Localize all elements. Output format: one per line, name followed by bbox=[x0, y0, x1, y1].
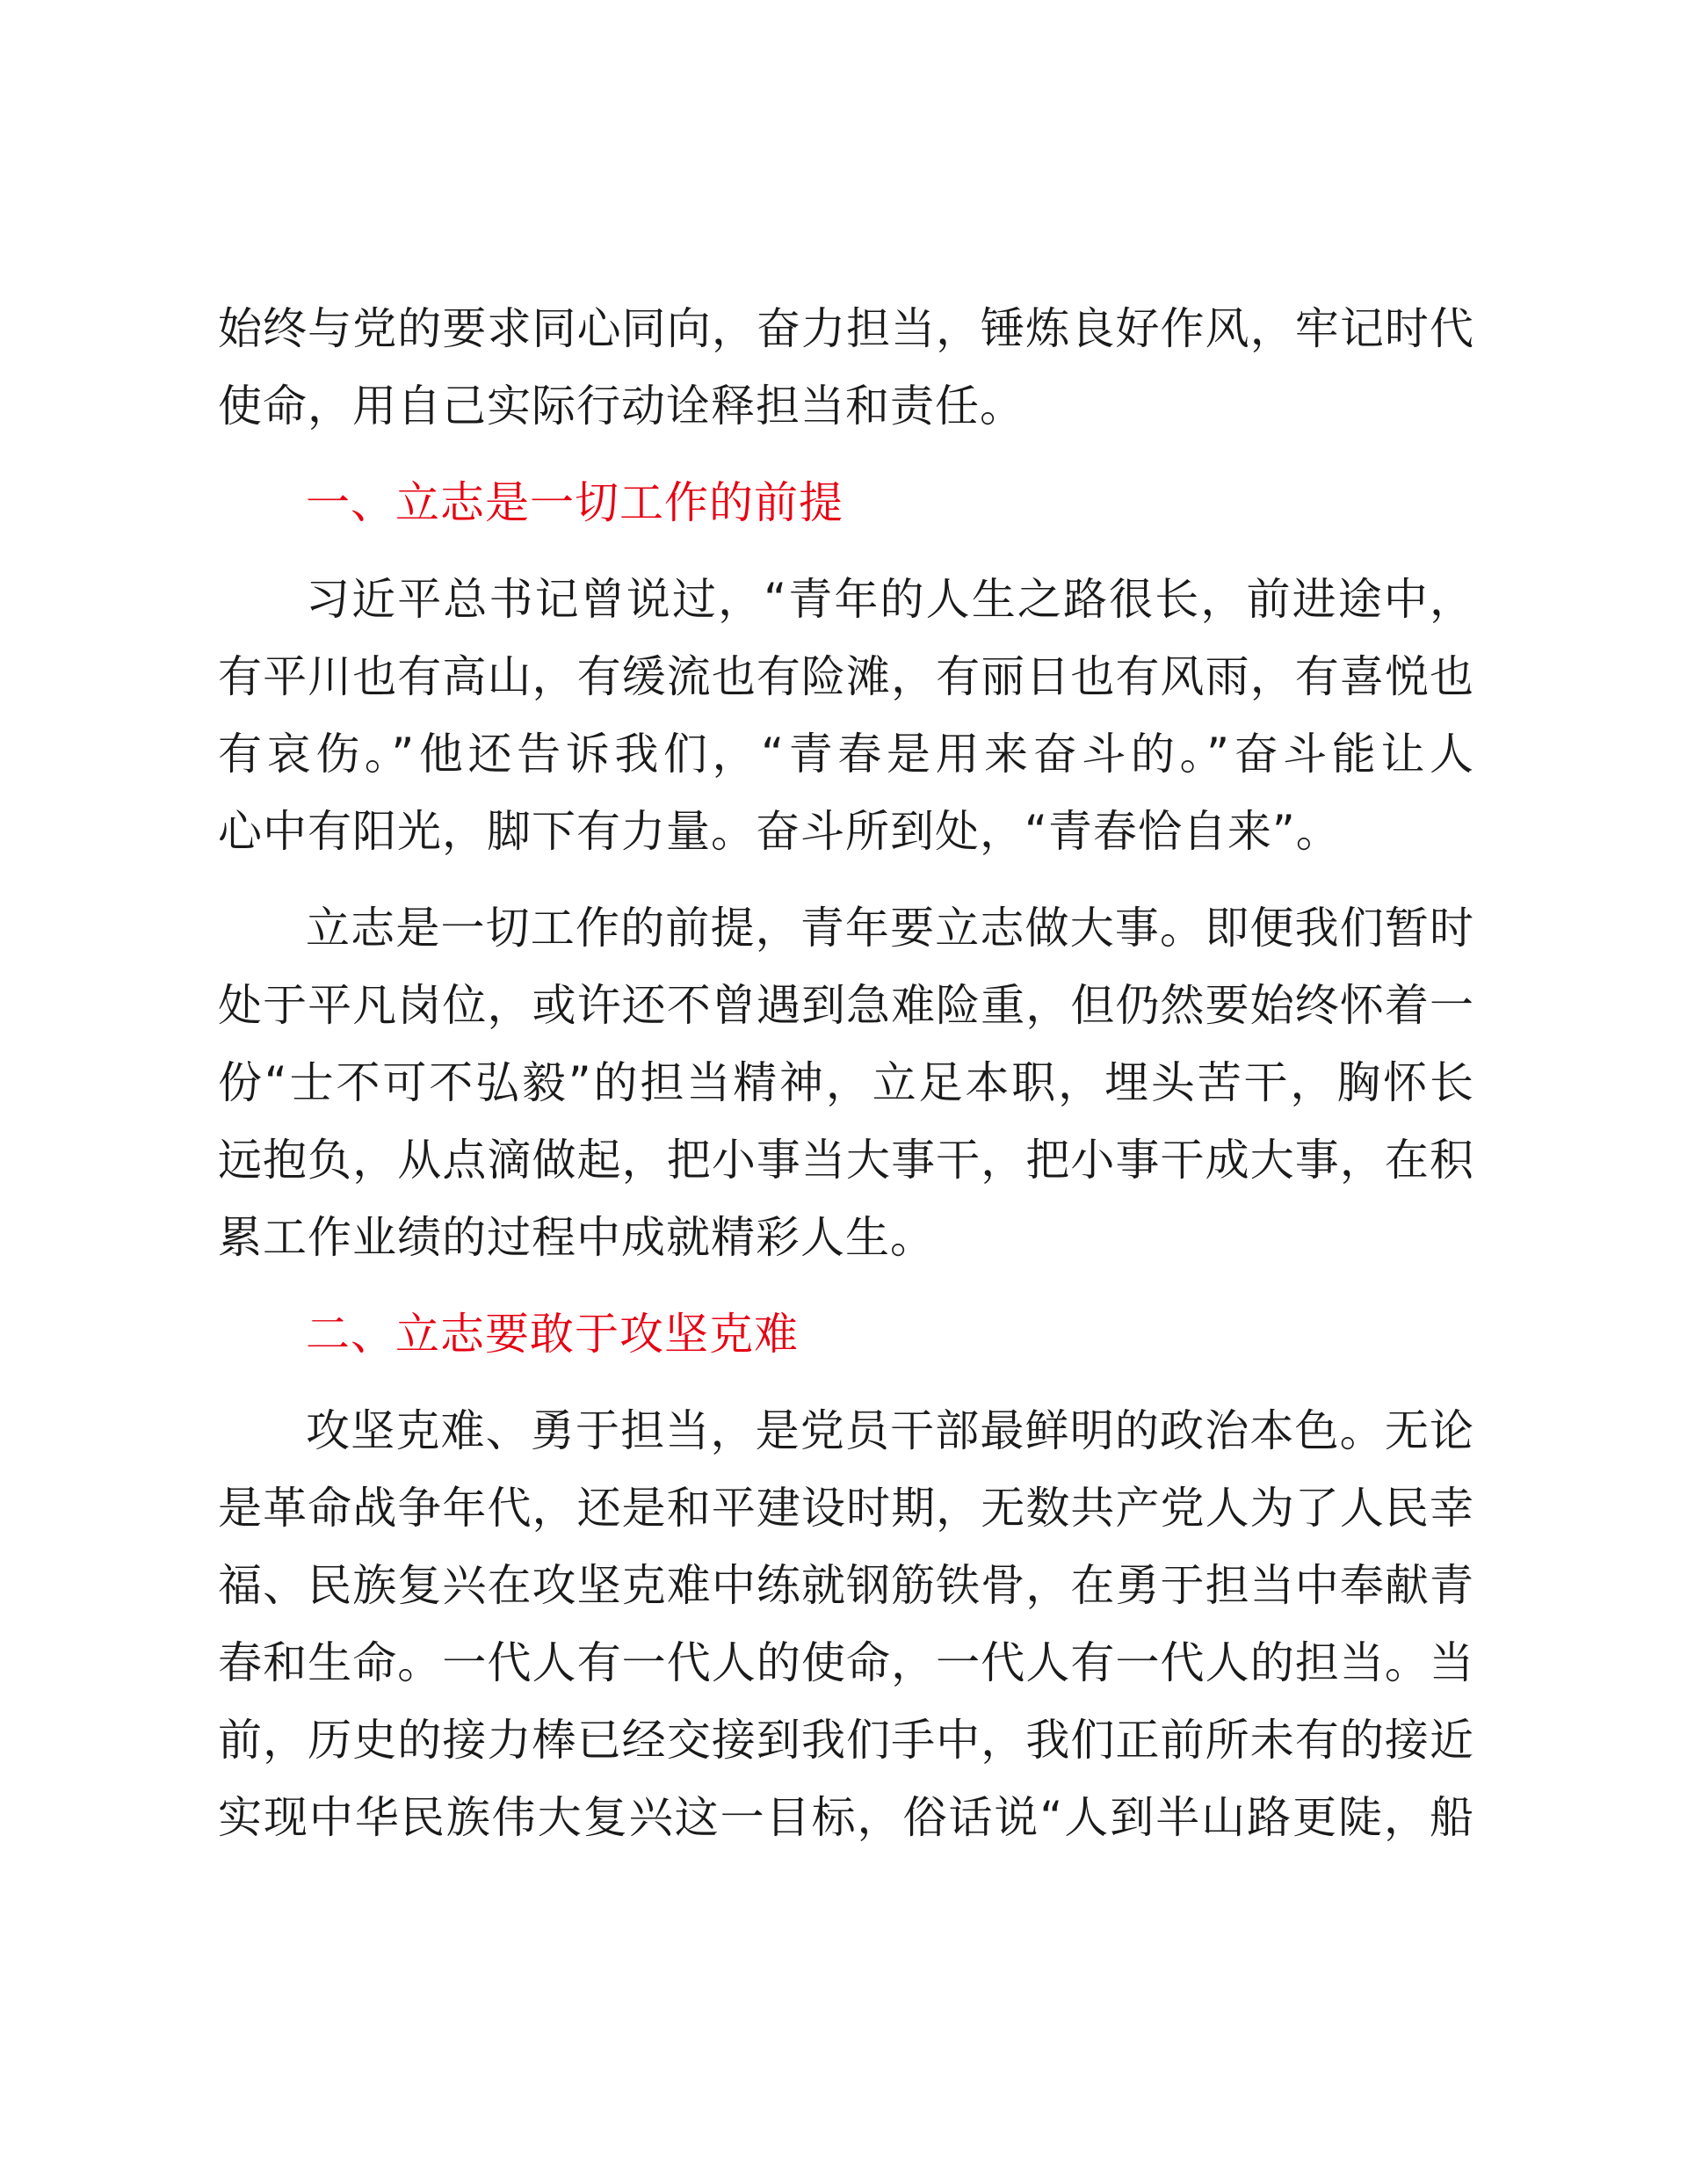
section-heading-2: 二、立志要敢于攻坚克难 bbox=[306, 1309, 799, 1360]
text-line: 福、民族复兴在攻坚克难中练就钢筋铁骨，在勇于担当中奉献青 bbox=[218, 1560, 1474, 1611]
text-line: 习近平总书记曾说过，“青年的人生之路很长，前进途中， bbox=[306, 574, 1474, 625]
text-line: 立志是一切工作的前提，青年要立志做大事。即便我们暂时 bbox=[306, 903, 1474, 954]
document-body bbox=[218, 290, 1474, 1856]
section-heading-1: 一、立志是一切工作的前提 bbox=[306, 477, 844, 528]
paragraph-1 bbox=[218, 561, 1474, 870]
text-line: 使命，用自己实际行动诠释担当和责任。 bbox=[218, 381, 1025, 432]
paragraph-3 bbox=[218, 1392, 1474, 1856]
intro-paragraph bbox=[218, 290, 1474, 445]
text-line: 有平川也有高山，有缓流也有险滩，有丽日也有风雨，有喜悦也 bbox=[218, 651, 1474, 702]
text-line: 心中有阳光，脚下有力量。奋斗所到处，“青春恰自来”。 bbox=[218, 806, 1341, 857]
text-line: 前，历史的接力棒已经交接到我们手中，我们正前所未有的接近 bbox=[218, 1715, 1474, 1766]
paragraph-gap bbox=[218, 870, 1474, 889]
text-line: 处于平凡岗位，或许还不曾遇到急难险重，但仍然要始终怀着一 bbox=[218, 980, 1474, 1031]
text-line: 累工作业绩的过程中成就精彩人生。 bbox=[218, 1212, 935, 1263]
text-line: 份“士不可不弘毅”的担当精神，立足本职，埋头苦干，胸怀长 bbox=[218, 1057, 1474, 1108]
text-line: 始终与党的要求同心同向，奋力担当，锤炼良好作风，牢记时代 bbox=[218, 303, 1474, 354]
text-line: 远抱负，从点滴做起，把小事当大事干，把小事干成大事，在积 bbox=[218, 1135, 1474, 1186]
text-line: 有哀伤。”他还告诉我们，“青春是用来奋斗的。”奋斗能让人 bbox=[218, 729, 1474, 780]
text-line: 实现中华民族伟大复兴这一目标，俗话说“人到半山路更陡，船 bbox=[218, 1792, 1474, 1843]
paragraph-2 bbox=[218, 889, 1474, 1276]
text-line: 攻坚克难、勇于担当，是党员干部最鲜明的政治本色。无论 bbox=[306, 1405, 1474, 1456]
text-line: 是革命战争年代，还是和平建设时期，无数共产党人为了人民幸 bbox=[218, 1483, 1474, 1534]
text-line: 春和生命。一代人有一代人的使命，一代人有一代人的担当。当 bbox=[218, 1637, 1474, 1688]
